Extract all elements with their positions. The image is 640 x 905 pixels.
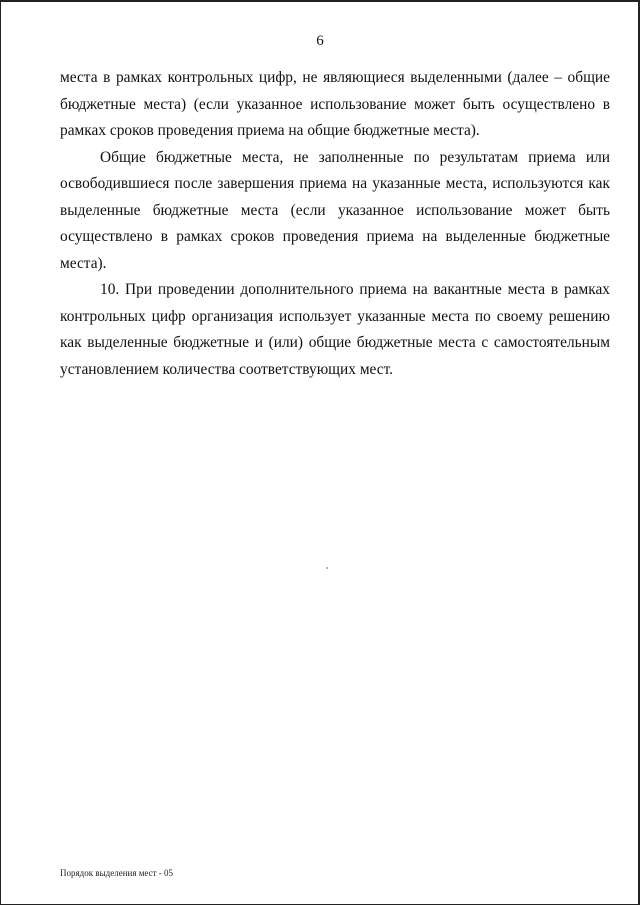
- paragraph-item-10: 10. При проведении дополнительного приема на вакантные места в рамках контрольных цифр организация использует указанные места по своему решению как выделенные бюджетные и (или) общие бюджетные места с самостоятельным установлением количества соответствующих мест.: [60, 281, 610, 378]
- paragraph-general-places: Общие бюджетные места, не заполненные по результатам приема или освободившиеся после завершения приема на указанные места, используются как выделенные бюджетные места (если указанное использование может быть осуществлено в рамках сроков проведения приема на выделенные бюджетные места).: [60, 148, 610, 272]
- document-body: [60, 65, 610, 383]
- footer-label: Порядок выделения мест - 05: [60, 868, 174, 878]
- scan-speck: [326, 567, 328, 569]
- paragraph-continuation: места в рамках контрольных цифр, не являющиеся выделенными (далее – общие бюджетные места) (если указанное использование может быть осуществлено в рамках сроков проведения приема на общие бюджетные места).: [60, 69, 610, 139]
- page-number: 6: [316, 33, 324, 49]
